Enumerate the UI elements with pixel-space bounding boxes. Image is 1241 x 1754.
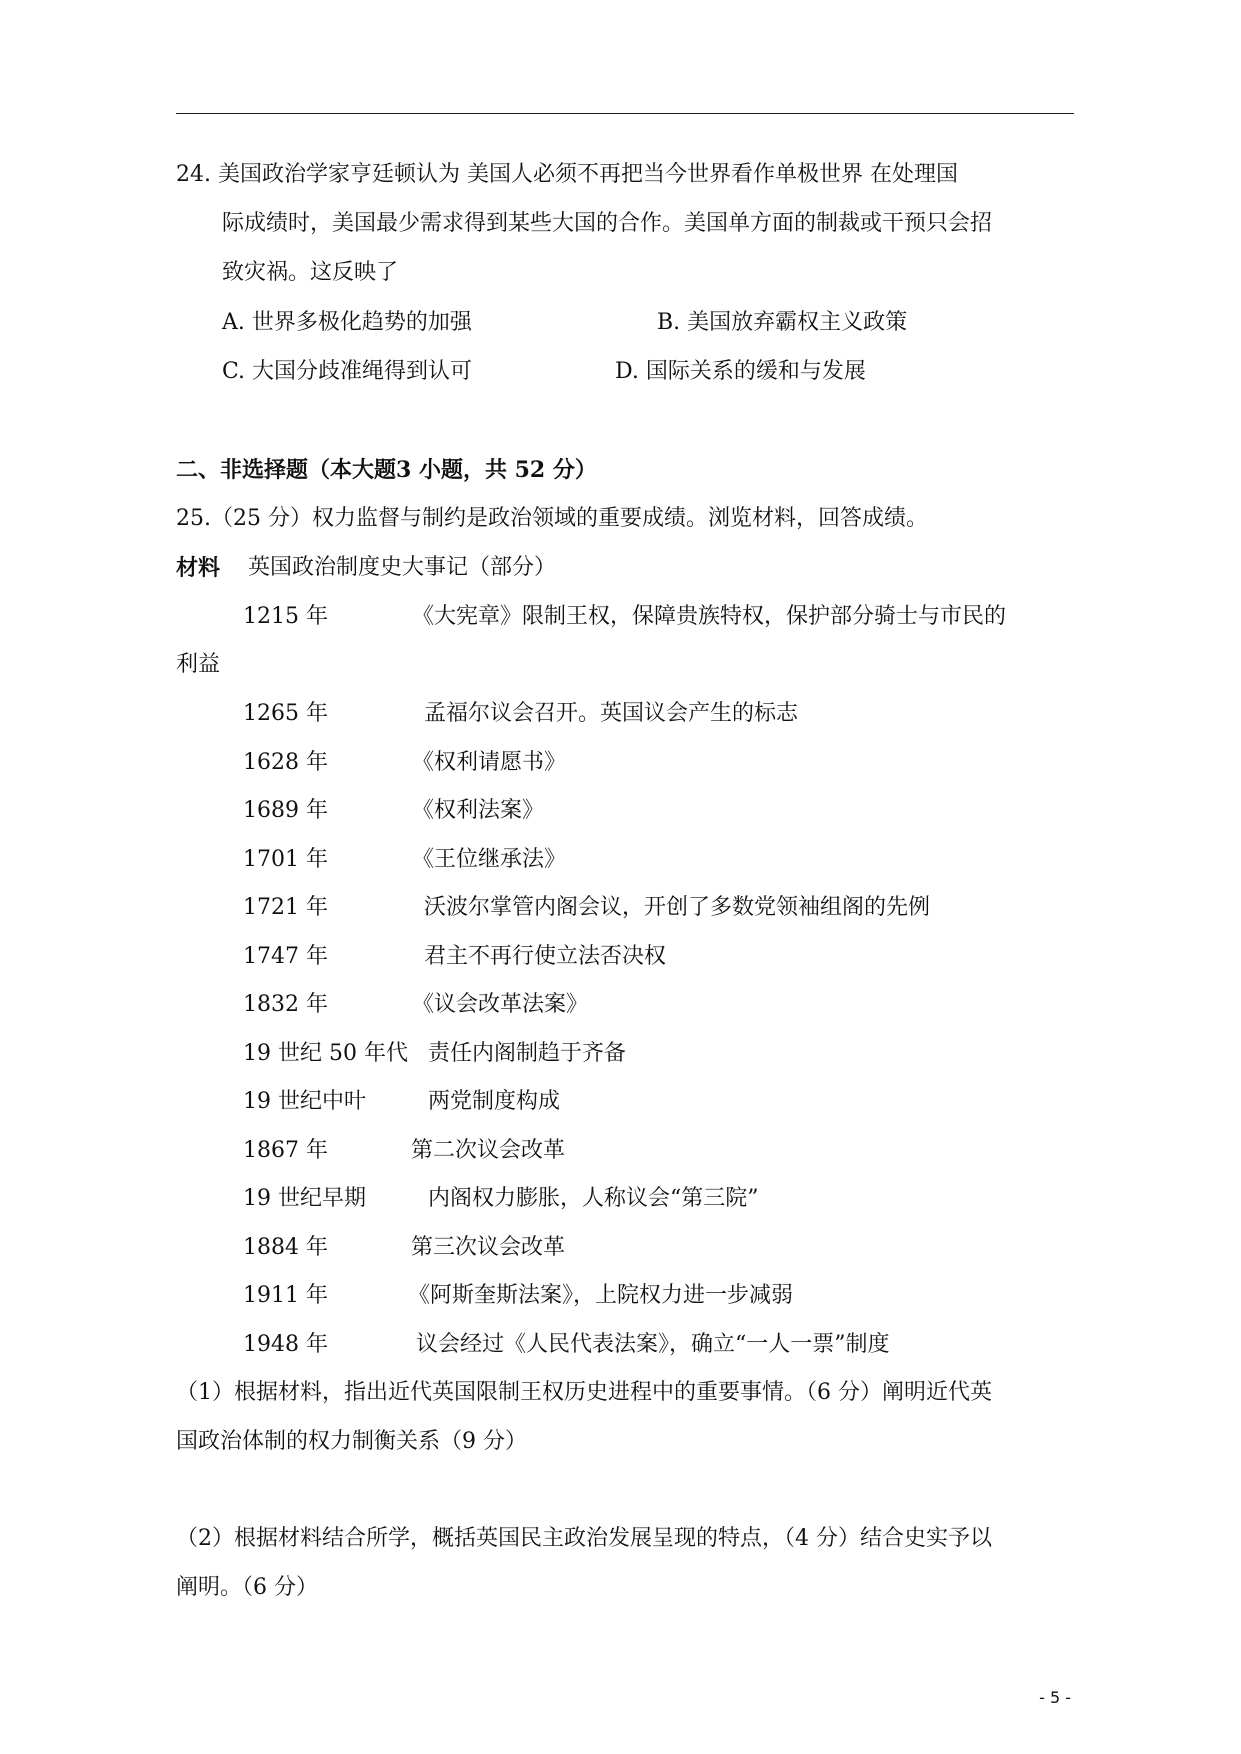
q24-option-a: A. 世界多极化趋势的加强 [222,310,472,335]
event-year: 19 世纪 50 年代 [243,1041,408,1066]
q25-stem: 25.（25 分）权力监督与制约是政治领域的重要成绩。浏览材料，回答成绩。 [176,506,928,531]
event-year: 1832 年 [243,992,328,1017]
q24-line-3: 致灾祸。这反映了 [222,260,399,285]
event-text: 两党制度构成 [428,1089,561,1114]
page-number: - 5 - [1039,1688,1071,1707]
event-text: 《权利请愿书》 [412,750,567,775]
material-label: 材料 [176,555,221,581]
event-year: 1701 年 [243,847,328,872]
event-year: 19 世纪早期 [243,1186,366,1211]
event-text: 《阿斯奎斯法案》，上院权力进一步减弱 [408,1283,794,1308]
event-year: 19 世纪中叶 [243,1089,366,1114]
event-text: 责任内阁制趋于齐备 [428,1041,627,1066]
event-year: 1948 年 [243,1332,328,1357]
q24-option-d: D. 国际关系的缓和与发展 [615,359,866,384]
material-title: 英国政治制度史大事记（部分） [248,555,557,580]
event-year: 1265 年 [243,701,328,726]
event-year: 1911 年 [243,1283,328,1308]
q24-line-1: 24. 美国政治学家亨廷顿认为 美国人必须不再把当今世界看作单极世界 在处理国 [176,162,958,187]
event-text: 《大宪章》限制王权，保障贵族特权，保护部分骑士与市民的 [412,604,1007,629]
event-text: 《议会改革法案》 [412,992,589,1017]
event-year: 1867 年 [243,1138,328,1163]
header-rule [176,113,1074,114]
event-text: 第三次议会改革 [411,1235,566,1260]
event-year: 1747 年 [243,944,328,969]
event-text: 内阁权力膨胀，人称议会“第三院” [428,1186,759,1211]
event-text: 《王位继承法》 [412,847,567,872]
sub-question-2-line-1: （2）根据材料结合所学，概括英国民主政治发展呈现的特点，（4 分）结合史实予以 [176,1526,992,1551]
sub-question-1-line-1: （1）根据材料，指出近代英国限制王权历史进程中的重要事情。（6 分）阐明近代英 [176,1380,992,1405]
event-year: 1689 年 [243,798,328,823]
event-year: 1884 年 [243,1235,328,1260]
event-year: 1215 年 [243,604,328,629]
event-year: 1628 年 [243,750,328,775]
event-text: 《权利法案》 [412,798,545,823]
q24-option-b: B. 美国放弃霸权主义政策 [657,310,908,335]
sub-question-1-line-2: 国政治体制的权力制衡关系（9 分） [176,1429,527,1454]
event-text: 孟福尔议会召开。英国议会产生的标志 [424,701,799,726]
section-heading: 二、非选择题（本大题3 小题，共 52 分） [176,457,597,483]
event-text: 沃波尔掌管内阁会议，开创了多数党领袖组阁的先例 [424,895,931,920]
q24-line-2: 际成绩时，美国最少需求得到某些大国的合作。美国单方面的制裁或干预只会招 [222,211,993,236]
event-year: 1721 年 [243,895,328,920]
event-text-cont: 利益 [176,652,221,677]
sub-question-2-line-2: 阐明。（6 分） [176,1575,318,1600]
event-text: 第二次议会改革 [411,1138,566,1163]
event-text: 议会经过《人民代表法案》，确立“一人一票”制度 [416,1332,890,1357]
event-text: 君主不再行使立法否决权 [424,944,667,969]
q24-option-c: C. 大国分歧准绳得到认可 [222,359,473,384]
